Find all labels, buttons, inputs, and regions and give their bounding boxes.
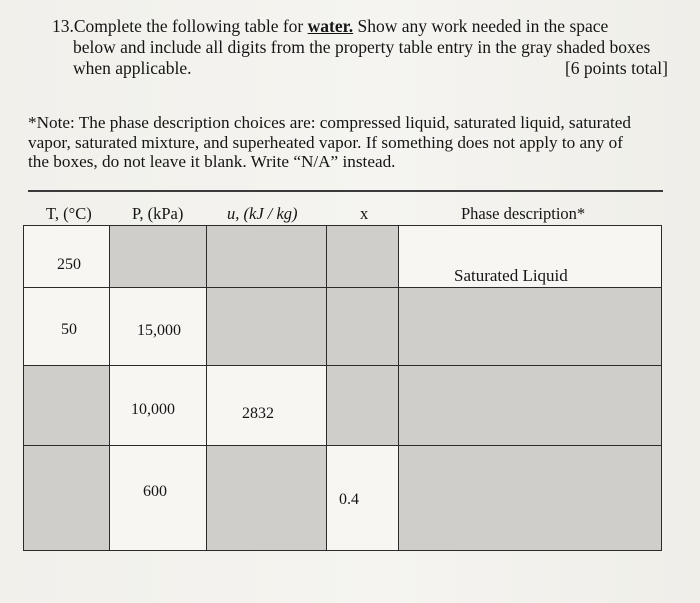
note-line-2: vapor, saturated mixture, and superheated vapor. If something does not apply to any of: [28, 132, 623, 152]
cell-value-r3-pressure: 10,000: [131, 401, 175, 418]
cell-value-r1-temperature: 250: [57, 256, 81, 273]
cell-r3-phase: [398, 365, 662, 446]
phase-note: [28, 113, 678, 172]
cell-value-r4-quality: 0.4: [339, 491, 359, 508]
cell-r2-quality: [326, 287, 399, 366]
header-temperature: T, (°C): [46, 204, 92, 223]
cell-r2-phase: [398, 287, 662, 366]
table-top-rule: [28, 190, 663, 192]
note-line-1: *Note: The phase description choices are: compressed liquid, saturated liquid, saturated: [28, 113, 631, 132]
cell-value-r1-phase: Saturated Liquid: [454, 266, 568, 285]
header-pressure: P, (kPa): [132, 204, 184, 223]
cell-r4-quality: [326, 445, 399, 551]
cell-r1-pressure: [109, 225, 207, 288]
cell-r4-phase: [398, 445, 662, 551]
cell-value-r4-pressure: 600: [143, 483, 167, 500]
question-text-suffix: Show any work needed in the space: [353, 16, 609, 36]
cell-r4-temperature: [23, 445, 110, 551]
cell-r4-internal-energy: [206, 445, 327, 551]
cell-value-r3-internal-energy: 2832: [242, 405, 274, 422]
points-total: [6 points total]: [564, 58, 668, 78]
cell-r3-quality: [326, 365, 399, 446]
cell-value-r2-temperature: 50: [61, 321, 77, 338]
question-line-1: [52, 16, 672, 37]
cell-value-r2-pressure: 15,000: [137, 322, 181, 339]
header-phase-description: Phase description*: [461, 204, 586, 223]
question-line-2: below and include all digits from the property table entry in the gray shaded boxes: [73, 37, 651, 57]
cell-r1-quality: [326, 225, 399, 288]
note-line-3: the boxes, do not leave it blank. Write “N/A” instead.: [28, 152, 396, 171]
header-quality: x: [360, 204, 369, 223]
cell-r2-internal-energy: [206, 287, 327, 366]
question-13: [52, 16, 672, 79]
cell-r1-internal-energy: [206, 225, 327, 288]
question-line-3: when applicable.: [73, 58, 192, 78]
question-text-prefix: 13.Complete the following table for: [52, 16, 308, 36]
header-internal-energy: u, (kJ / kg): [227, 204, 298, 223]
cell-r3-temperature: [23, 365, 110, 446]
question-emphasis-water: water.: [307, 16, 354, 36]
property-table: [23, 225, 661, 550]
